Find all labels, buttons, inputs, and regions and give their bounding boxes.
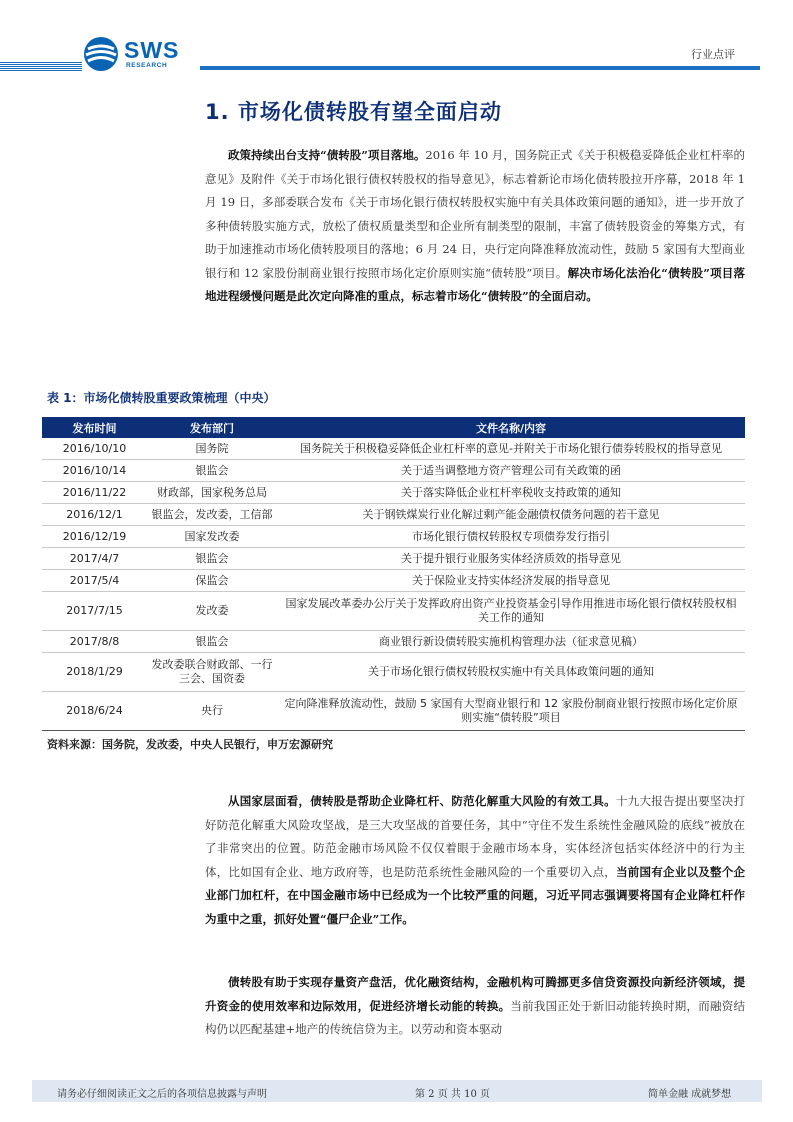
paragraph-body: 当前我国正处于新旧动能转换时期，而融资结构仍以匹配基建+地产的传统信贷为主。以劳动和资本驱动	[205, 998, 746, 1036]
paragraph-lead: 政策持续出台支持“债转股”项目落地。	[228, 148, 426, 162]
table-source: 资料来源：国务院，发改委，中央人民银行，申万宏源研究	[47, 738, 333, 751]
cell-doc: 关于适当调整地方资产管理公司有关政策的函	[277, 460, 745, 482]
paragraph-emphasis: 当前国有企业以及整个企业部门加杠杆，在中国金融市场中已经成为一个比较严重的问题，习近平同志强调要将国有企业降杠杆作为重中之重，抓好处置“僵尸企业”工作。	[205, 864, 746, 926]
cell-date: 2017/7/15	[42, 592, 147, 631]
table-title: 表 1：市场化债转股重要政策梳理（中央）	[47, 391, 276, 405]
column-header-date: 发布时间	[42, 417, 147, 438]
cell-dept: 央行	[147, 692, 277, 731]
cell-dept: 发改委联合财政部、一行三会、国资委	[147, 653, 277, 692]
sws-logo	[82, 35, 202, 75]
cell-date: 2016/10/10	[42, 438, 147, 460]
table-row	[42, 570, 745, 592]
table-row	[42, 460, 745, 482]
cell-date: 2016/12/1	[42, 504, 147, 526]
cell-date: 2018/6/24	[42, 692, 147, 731]
analysis-paragraph	[205, 790, 745, 931]
paragraph-lead: 从国家层面看，债转股是帮助企业降杠杆、防范化解重大风险的有效工具。	[228, 794, 616, 808]
cell-date: 2016/12/19	[42, 526, 147, 548]
cell-doc: 国务院关于积极稳妥降低企业杠杆率的意见-并附关于市场化银行债券转股权的指导意见	[277, 438, 745, 460]
paragraph-lead: 债转股有助于实现存量资产盘活，优化融资结构，金融机构可腾挪更多信贷资源投向新经济领域，提升资金的使用效率和边际效用，促进经济增长动能的转换。	[205, 975, 745, 1013]
cell-doc: 定向降准释放流动性，鼓励 5 家国有大型商业银行和 12 家股份制商业银行按照市场化定价原则实施“债转股”项目	[277, 692, 745, 731]
cell-dept: 国务院	[147, 438, 277, 460]
cell-dept: 银监会，发改委，工信部	[147, 504, 277, 526]
cell-doc: 商业银行新设债转股实施机构管理办法（征求意见稿）	[277, 631, 745, 653]
header-rule	[200, 66, 760, 70]
logo-subtext: RESEARCH	[126, 62, 168, 69]
cell-date: 2017/5/4	[42, 570, 147, 592]
sws-globe-icon	[82, 35, 120, 73]
footer-disclaimer: 请务必仔细阅读正文之后的各项信息披露与声明	[57, 1089, 267, 1100]
cell-doc: 关于落实降低企业杠杆率税收支持政策的通知	[277, 482, 745, 504]
footer-page-number: 第 2 页 共 10 页	[415, 1089, 490, 1100]
analysis-paragraph	[205, 971, 745, 1042]
doc-type-label: 行业点评	[691, 48, 735, 61]
cell-doc: 关于保险业支持实体经济发展的指导意见	[277, 570, 745, 592]
cell-dept: 发改委	[147, 592, 277, 631]
table-row	[42, 526, 745, 548]
cell-date: 2016/11/22	[42, 482, 147, 504]
table-row	[42, 653, 745, 692]
table-row	[42, 592, 745, 631]
table-row	[42, 438, 745, 460]
policy-table	[42, 417, 745, 731]
column-header-doc: 文件名称/内容	[277, 417, 745, 438]
cell-date: 2017/8/8	[42, 631, 147, 653]
cell-dept: 保监会	[147, 570, 277, 592]
table-row	[42, 482, 745, 504]
table-row	[42, 692, 745, 731]
cell-doc: 关于钢铁煤炭行业化解过剩产能金融债权债务问题的若干意见	[277, 504, 745, 526]
cell-date: 2018/1/29	[42, 653, 147, 692]
table-row	[42, 548, 745, 570]
cell-date: 2016/10/14	[42, 460, 147, 482]
cell-doc: 关于市场化银行债权转股权实施中有关具体政策问题的通知	[277, 653, 745, 692]
cell-dept: 银监会	[147, 548, 277, 570]
cell-dept: 银监会	[147, 460, 277, 482]
table-row	[42, 504, 745, 526]
logo-text: SWS	[124, 37, 180, 63]
table-row	[42, 631, 745, 653]
paragraph-emphasis: 解决市场化法治化“债转股”项目落地进程缓慢问题是此次定向降准的重点，标志着市场化“债转股”的全面启动。	[205, 265, 746, 303]
paragraph-body: 2016 年 10 月，国务院正式《关于积极稳妥降低企业杠杆率的意见》及附件《关于市场化银行债权转股权的指导意见》，标志着新论市场化债转股拉开序幕，2018 年 1 月 19 日，多部委联合发布《关于市场化银行债权转股权实施中有关具体政策问题的通知》，进一步开放了多种债转股实施方式，放松了债权质量类型和企业所有制类型的限制，丰富了债转股资金的筹集方式，有助于加速推动市场化债转股项目的落地；6 月 24 日，央行定向降准释放流动性，鼓励 5 家国有大型商业银行和 12 家股份制商业银行按照市场化定价原则实施“债转股”项目。	[205, 148, 745, 280]
intro-paragraph	[205, 144, 745, 309]
footer-slogan: 简单金融 成就梦想	[648, 1089, 732, 1100]
cell-dept: 国家发改委	[147, 526, 277, 548]
cell-dept: 银监会	[147, 631, 277, 653]
cell-doc: 国家发展改革委办公厅关于发挥政府出资产业投资基金引导作用推进市场化银行债权转股权相关工作的通知	[277, 592, 745, 631]
header-stripe-band	[0, 62, 82, 72]
cell-doc: 关于提升银行业服务实体经济质效的指导意见	[277, 548, 745, 570]
table-header-row	[42, 417, 745, 438]
cell-doc: 市场化银行债权转股权专项债券发行指引	[277, 526, 745, 548]
section-title: 1. 市场化债转股有望全面启动	[205, 100, 502, 124]
cell-date: 2017/4/7	[42, 548, 147, 570]
column-header-dept: 发布部门	[147, 417, 277, 438]
paragraph-body: 十九大报告提出要坚决打好防范化解重大风险攻坚战，是三大攻坚战的首要任务，其中“守住不发生系统性金融风险的底线”被放在了非常突出的位置。防范金融市场风险不仅仅着眼于金融市场本身，实体经济包括实体经济中的行为主体，比如国有企业、地方政府等，也是防范系统性金融风险的一个重要切入点，	[205, 794, 746, 879]
cell-dept: 财政部，国家税务总局	[147, 482, 277, 504]
